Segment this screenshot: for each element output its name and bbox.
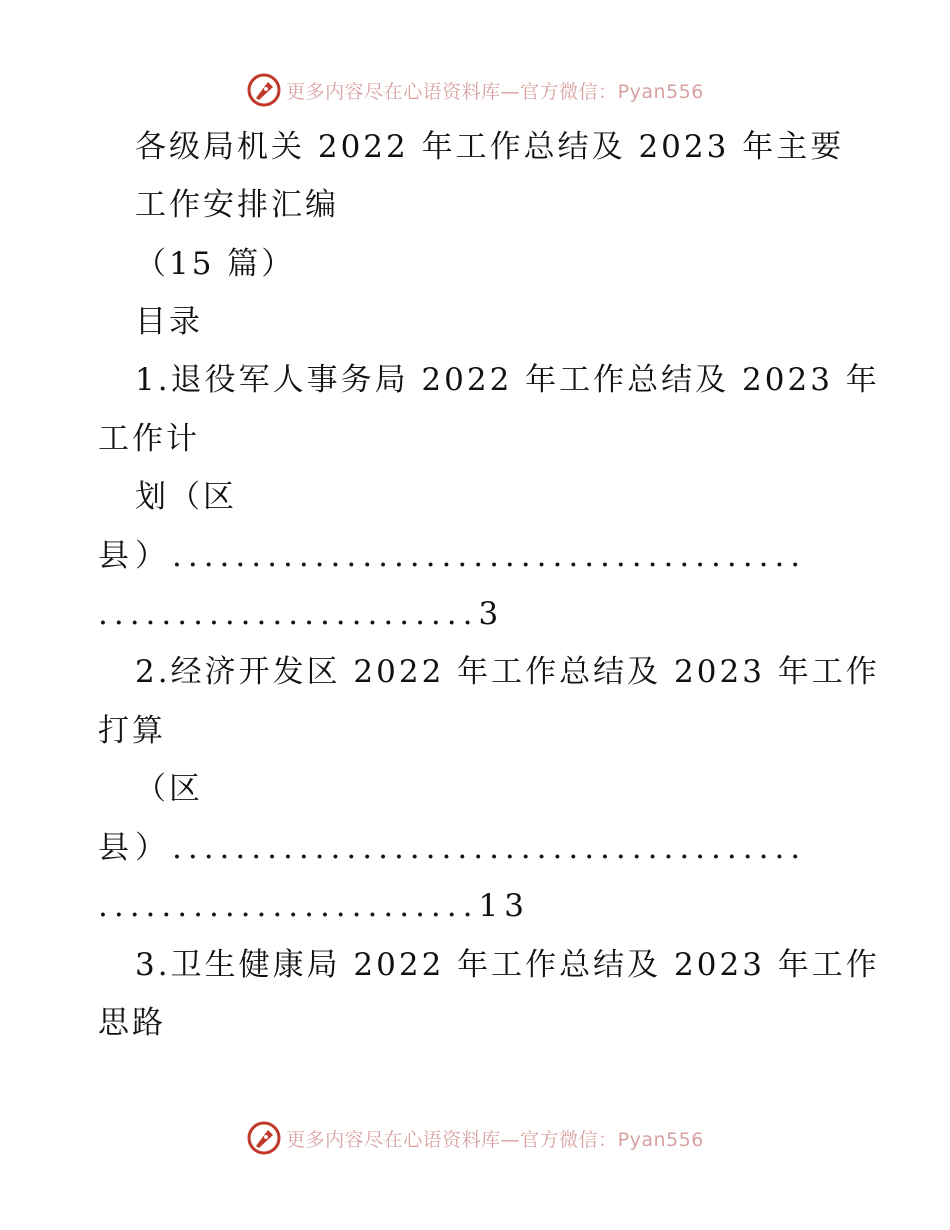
toc-entry-1-leader-line: 县）........................................	[98, 538, 807, 574]
toc-entry-2-line-1: 2.经济开发区 2022 年工作总结及 2023 年工作	[135, 654, 880, 690]
toc-entry-1-line-1: 1.退役军人事务局 2022 年工作总结及 2023 年	[135, 362, 880, 398]
toc-entry-2-line-3: （区	[135, 771, 203, 807]
header-watermark	[0, 70, 950, 110]
toc-entry-1-line-2: 工作计	[98, 421, 200, 457]
header-watermark-text: 更多内容尽在心语资料库—官方微信：Pyan556	[286, 80, 704, 103]
footer-watermark-text: 更多内容尽在心语资料库—官方微信：Pyan556	[286, 1128, 704, 1151]
pen-nib-logo-icon	[246, 1120, 282, 1156]
toc-entry-1-page-line: ........................3	[98, 596, 505, 632]
document-title-line-2: 工作安排汇编	[135, 187, 339, 223]
pen-nib-logo-icon	[246, 72, 282, 108]
toc-entry-2-leader-line: 县）........................................	[98, 830, 807, 866]
toc-heading: 目录	[135, 304, 203, 340]
toc-entry-2-line-2: 打算	[98, 713, 166, 749]
footer-watermark	[0, 1118, 950, 1158]
toc-entry-2-page-line: ........................13	[98, 888, 530, 924]
toc-entry-3-line-1: 3.卫生健康局 2022 年工作总结及 2023 年工作	[135, 947, 880, 983]
document-count: （15 篇）	[135, 246, 296, 282]
toc-entry-1-line-3: 划（区	[135, 479, 237, 515]
toc-entry-3-line-2: 思路	[98, 1005, 166, 1041]
document-title-line-1: 各级局机关 2022 年工作总结及 2023 年主要	[135, 129, 845, 165]
